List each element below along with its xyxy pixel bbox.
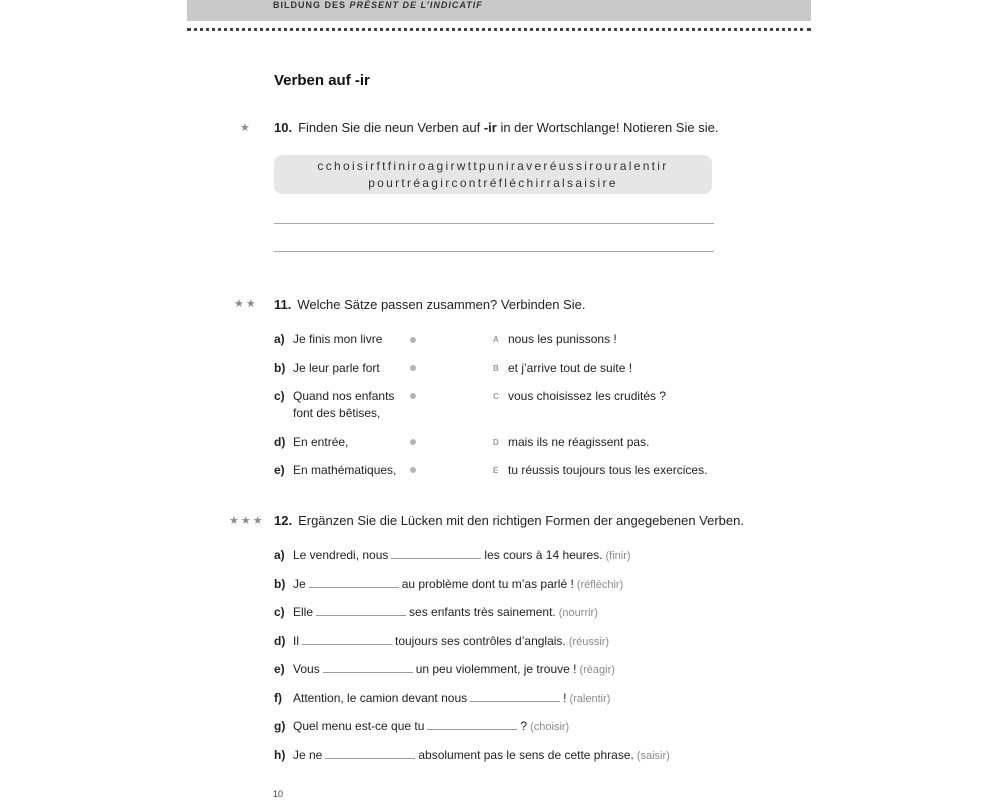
ex10-text-before: Finden Sie die neun Verben auf: [298, 120, 484, 135]
gap-hint: (saisir): [636, 750, 670, 762]
gap-hint: (ralentir): [569, 693, 611, 705]
gap-hint: (choisir): [530, 721, 570, 733]
match-right-text: vous choisissez les crudités ?: [508, 389, 667, 403]
match-right-text: et j’arrive tout de suite !: [508, 361, 633, 375]
answer-line-1[interactable]: [274, 223, 714, 224]
gap-item-label: c): [274, 605, 285, 619]
difficulty-stars-12: ★★★: [229, 515, 265, 527]
gap-item: [293, 747, 670, 765]
match-right-letter: E: [493, 466, 499, 475]
header-prefix: BILDUNG DES: [273, 0, 347, 10]
exercise-12-number: 12.: [274, 513, 293, 528]
exercise-11-number: 11.: [274, 297, 292, 312]
word-snake-line-1: cchoisirftfiniroagirwttpuniraveréussirouralentir: [317, 159, 669, 173]
match-left-label: b): [274, 361, 286, 375]
gap-item-label: f): [274, 691, 282, 705]
gap-before: Quel menu est-ce que tu: [293, 719, 425, 733]
gap-item: [293, 604, 598, 622]
gap-blank[interactable]: [302, 634, 392, 645]
gap-hint: (réagir): [579, 664, 615, 676]
gap-item: [293, 633, 609, 651]
header-title: [273, 0, 483, 10]
gap-item-label: d): [274, 634, 286, 648]
match-left-dot[interactable]: [410, 365, 416, 371]
gap-before: Elle: [293, 605, 314, 619]
gap-hint: (réfléchir): [576, 579, 624, 591]
match-left-text: Je finis mon livre: [293, 332, 383, 346]
match-right-letter: B: [493, 364, 499, 373]
gap-before: Je: [293, 577, 306, 591]
gap-item: [293, 661, 615, 679]
gap-blank[interactable]: [309, 577, 399, 588]
match-left-text: En mathématiques,: [293, 463, 397, 477]
ex11-text: Welche Sätze passen zusammen? Verbinden Sie.: [297, 297, 586, 312]
gap-blank[interactable]: [427, 719, 517, 730]
gap-after: un peu violemment, je trouve !: [415, 662, 577, 676]
difficulty-stars-10: ★: [240, 122, 252, 134]
answer-line-2[interactable]: [274, 251, 714, 252]
dotted-divider: [187, 28, 811, 31]
gap-item: [293, 547, 631, 565]
gap-blank[interactable]: [325, 748, 415, 759]
gap-hint: (réussir): [568, 636, 610, 648]
ex10-text-after: in der Wortschlange! Notieren Sie sie.: [496, 120, 719, 135]
gap-blank[interactable]: [391, 548, 481, 559]
gap-after: absolument pas le sens de cette phrase.: [418, 748, 634, 762]
gap-item: [293, 718, 569, 736]
gap-item-label: h): [274, 748, 286, 762]
match-right-text: mais ils ne réagissent pas.: [508, 435, 650, 449]
word-snake: [274, 155, 712, 194]
match-right-text: nous les punissons !: [508, 332, 617, 346]
match-left-dot[interactable]: [410, 439, 416, 445]
gap-item-label: b): [274, 577, 286, 591]
gap-item-label: g): [274, 719, 286, 733]
match-left-label: d): [274, 435, 286, 449]
exercise-11-instruction: [274, 297, 585, 312]
match-left-dot[interactable]: [410, 467, 416, 473]
gap-before: Il: [293, 634, 299, 648]
gap-before: Le vendredi, nous: [293, 548, 389, 562]
difficulty-stars-11: ★★: [234, 298, 258, 310]
match-left-text-cont: font des bêtises,: [293, 406, 381, 420]
gap-item: [293, 690, 610, 708]
gap-item: [293, 576, 623, 594]
ex10-bold: -ir: [483, 120, 497, 135]
match-left-dot[interactable]: [410, 337, 416, 343]
gap-before: Je ne: [293, 748, 323, 762]
match-left-text: En entrée,: [293, 435, 349, 449]
match-left-dot[interactable]: [410, 393, 416, 399]
gap-after: toujours ses contrôles d’anglais.: [395, 634, 566, 648]
gap-after: ?: [520, 719, 528, 733]
gap-hint: (finir): [605, 550, 631, 562]
gap-after: ses enfants très sainement.: [409, 605, 556, 619]
page-number: 10: [273, 789, 284, 799]
gap-after: les cours à 14 heures.: [484, 548, 603, 562]
header-italic: PRÉSENT DE L’INDICATIF: [349, 0, 483, 10]
gap-after: !: [563, 691, 567, 705]
ex12-text: Ergänzen Sie die Lücken mit den richtigen Formen der angegebenen Verben.: [298, 513, 744, 528]
gap-item-label: e): [274, 662, 285, 676]
match-left-label: e): [274, 463, 285, 477]
word-snake-line-2: pourtréagircontréfléchirralsaisire: [368, 176, 618, 190]
exercise-12-instruction: [274, 513, 744, 528]
match-right-letter: D: [493, 438, 499, 447]
header-bar: [187, 0, 811, 21]
gap-item-label: a): [274, 548, 285, 562]
gap-after: au problème dont tu m’as parlé !: [401, 577, 574, 591]
match-left-label: c): [274, 389, 285, 403]
exercise-10-number: 10.: [274, 120, 293, 135]
exercise-10-instruction: [274, 120, 718, 135]
gap-blank[interactable]: [323, 662, 413, 673]
match-right-letter: A: [493, 335, 499, 344]
section-title: Verben auf -ir: [274, 72, 370, 89]
gap-before: Attention, le camion devant nous: [293, 691, 468, 705]
gap-blank[interactable]: [470, 691, 560, 702]
match-right-letter: C: [493, 392, 499, 401]
match-left-label: a): [274, 332, 285, 346]
match-left-text: Quand nos enfants: [293, 389, 395, 403]
gap-blank[interactable]: [316, 605, 406, 616]
match-right-text: tu réussis toujours tous les exercices.: [508, 463, 708, 477]
gap-hint: (nourrir): [558, 607, 598, 619]
gap-before: Vous: [293, 662, 320, 676]
match-left-text: Je leur parle fort: [293, 361, 380, 375]
